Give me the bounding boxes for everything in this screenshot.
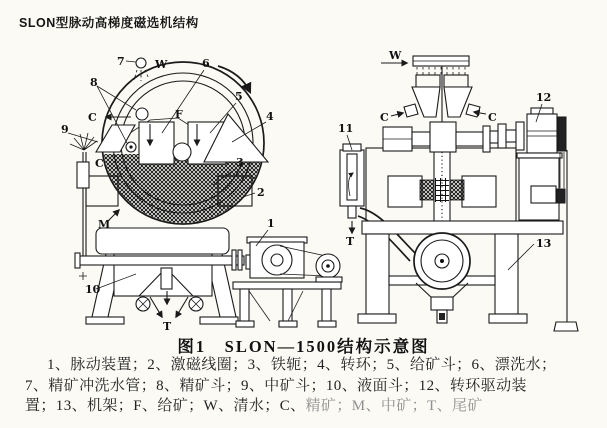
label-3: 3 xyxy=(236,156,244,169)
magnet-yoke-block xyxy=(366,148,516,232)
label-7: 7 xyxy=(117,55,125,68)
label-5: 5 xyxy=(235,90,243,103)
label-11: 11 xyxy=(338,122,354,135)
legend-line-1: 1、脉动装置；2、激磁线圈；3、铁轭；4、转环；5、给矿斗；6、漂洗水； xyxy=(47,357,557,373)
label-10: 10 xyxy=(85,283,101,296)
label-13: 13 xyxy=(536,237,552,250)
label-w-left: W xyxy=(155,58,168,71)
label-8: 8 xyxy=(90,76,98,89)
tank xyxy=(86,228,238,324)
right-machine xyxy=(338,49,578,331)
feed-hoppers xyxy=(391,75,486,117)
page-title: SLON型脉动高梯度磁选机结构 xyxy=(19,16,199,30)
figure-legend xyxy=(25,355,591,417)
label-9: 9 xyxy=(61,123,69,136)
label-t-left: T xyxy=(163,320,172,333)
label-12: 12 xyxy=(536,91,552,104)
label-4: 4 xyxy=(266,110,274,123)
pulsation-device xyxy=(233,237,342,327)
label-2: 2 xyxy=(257,186,265,199)
label-6: 6 xyxy=(202,57,210,70)
tailings-box xyxy=(340,144,364,233)
label-c-right2: C xyxy=(488,111,497,124)
legend-line-3-faded: 精矿；M、中矿；T、尾矿 xyxy=(305,398,483,414)
label-t-right: T xyxy=(346,235,355,248)
legend-line-3-main: 置；13、机架；F、给矿；W、清水；C、 xyxy=(25,398,306,414)
pulsation-diaphragm xyxy=(414,233,470,323)
label-1: 1 xyxy=(267,217,275,230)
legend-line-2: 7、精矿冲洗水管；8、精矿斗；9、中矿斗；10、液面斗；12、转环驱动装 xyxy=(25,377,527,394)
label-c-left2: C xyxy=(95,157,104,170)
label-c-right1: C xyxy=(380,111,389,124)
figure-caption: 图1 SLON—1500结构示意图 xyxy=(177,337,430,356)
ring-drive xyxy=(517,108,578,331)
label-w-right: W xyxy=(389,49,402,62)
label-f: F xyxy=(175,108,183,121)
left-machine xyxy=(61,55,342,333)
legend-line-3 xyxy=(25,396,591,417)
label-c-left: C xyxy=(88,111,97,124)
label-m: M xyxy=(98,218,111,231)
